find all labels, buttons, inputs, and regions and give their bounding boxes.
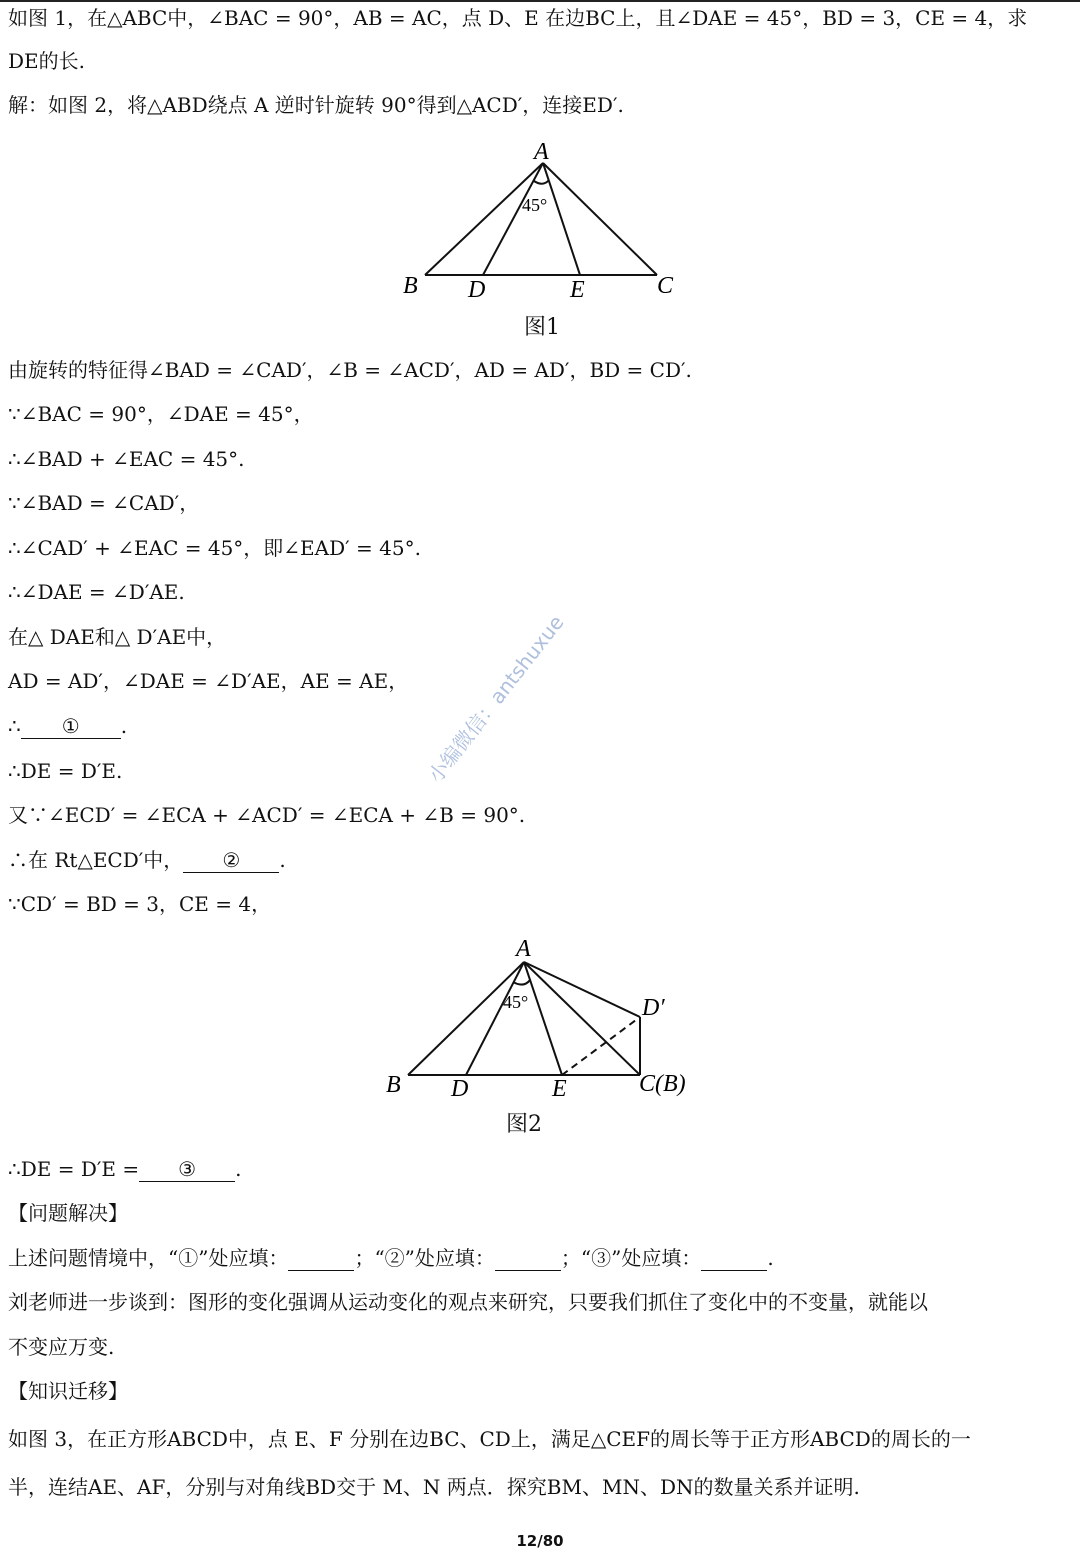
step-line: AD = AD′，∠DAE = ∠D′AE，AE = AE，: [8, 669, 409, 693]
label-a: A: [516, 936, 531, 962]
step-line: ∵∠BAC = 90°，∠DAE = 45°，: [8, 402, 314, 426]
step-line: ∵CD′ = BD = 3，CE = 4，: [8, 892, 272, 916]
blank-prefix: ∴在 Rt△ECD′中，: [8, 848, 184, 872]
label-e: E: [552, 1076, 567, 1102]
blank-suffix: .: [235, 1157, 242, 1181]
solution-intro: 解：如图 2，将△ABD绕点 A 逆时针旋转 90°得到△ACD′，连接ED′.: [8, 93, 624, 117]
transfer-line-1: 如图 3，在正方形ABCD中，点 E、F 分别在边BC、CD上，满足△CEF的周长等于正方形ABCD的周长的一: [8, 1427, 971, 1451]
blank-prefix: ∴: [8, 714, 21, 738]
section-heading: 【知识迁移】: [8, 1379, 128, 1403]
angle-label: 45°: [503, 992, 529, 1012]
page-number: 12/80: [516, 1532, 564, 1550]
angle-label: 45°: [522, 195, 548, 215]
label-d: D: [468, 277, 486, 303]
step-line: ∴∠CAD′ + ∠EAC = 45°，即∠EAD′ = 45°.: [8, 536, 421, 560]
label-d: D: [451, 1076, 469, 1102]
blank-line-1: [8, 712, 127, 740]
watermark: 小编微信：antshuxue: [423, 610, 569, 788]
figure-1-caption: 图1: [524, 315, 560, 340]
blank-prefix: ∴DE = D′E =: [8, 1157, 140, 1181]
figure-2-caption: 图2: [506, 1112, 542, 1137]
teacher-line-2: 不变应万变.: [8, 1335, 115, 1359]
step-line: 在△ DAE和△ D′AE中，: [8, 625, 227, 649]
step-line: ∴∠BAD + ∠EAC = 45°.: [8, 447, 245, 471]
blank-suffix: .: [279, 848, 286, 872]
label-c: C: [657, 273, 674, 299]
transfer-line-2: 半，连结AE、AF，分别与对角线BD交于 M、N 两点．探究BM、MN、DN的数量关系并证明.: [8, 1475, 860, 1499]
step-line: ∵∠BAD = ∠CAD′，: [8, 491, 200, 515]
section-heading: 【问题解决】: [8, 1201, 128, 1225]
figure-2: [380, 930, 720, 1110]
label-b: B: [403, 273, 418, 299]
problem-line-2: DE的长.: [8, 49, 85, 73]
problem-line-1: 如图 1，在△ABC中，∠BAC = 90°，AB = AC，点 D、E 在边BC上，且∠DAE = 45°，BD = 3，CE = 4，求: [8, 6, 1028, 30]
top-rule: [0, 0, 1080, 2]
label-e: E: [570, 277, 585, 303]
label-c-b: C(B): [639, 1071, 686, 1097]
blank-line-2: [8, 846, 286, 874]
answer-blank-1[interactable]: [288, 1246, 354, 1271]
fill-label-1: 上述问题情境中，“①”处应填：: [8, 1246, 289, 1270]
answer-blank-2[interactable]: [495, 1246, 561, 1271]
teacher-line-1: 刘老师进一步谈到：图形的变化强调从运动变化的观点来研究，只要我们抓住了变化中的不变量，就能以: [8, 1290, 928, 1314]
step-line: 又∵∠ECD′ = ∠ECA + ∠ACD′ = ∠ECA + ∠B = 90°.: [8, 803, 526, 827]
fill-end: .: [767, 1246, 774, 1270]
step-line: 由旋转的特征得∠BAD = ∠CAD′，∠B = ∠ACD′，AD = AD′，BD = CD′.: [8, 358, 692, 382]
blank-3: ③: [139, 1157, 235, 1182]
fill-label-2: ；“②”处应填：: [354, 1246, 495, 1270]
fill-label-3: ；“③”处应填：: [560, 1246, 702, 1270]
blank-2: ②: [183, 848, 279, 873]
blank-suffix: .: [120, 714, 128, 738]
label-d-prime: D′: [642, 995, 665, 1021]
label-b: B: [386, 1072, 401, 1098]
step-line: ∴DE = D′E.: [8, 759, 123, 783]
step-line: ∴∠DAE = ∠D′AE.: [8, 580, 185, 604]
fill-answers-line: [8, 1244, 774, 1272]
answer-blank-3[interactable]: [701, 1246, 767, 1271]
blank-line-3: [8, 1155, 241, 1183]
label-a: A: [534, 139, 549, 165]
blank-1: ①: [21, 714, 121, 739]
